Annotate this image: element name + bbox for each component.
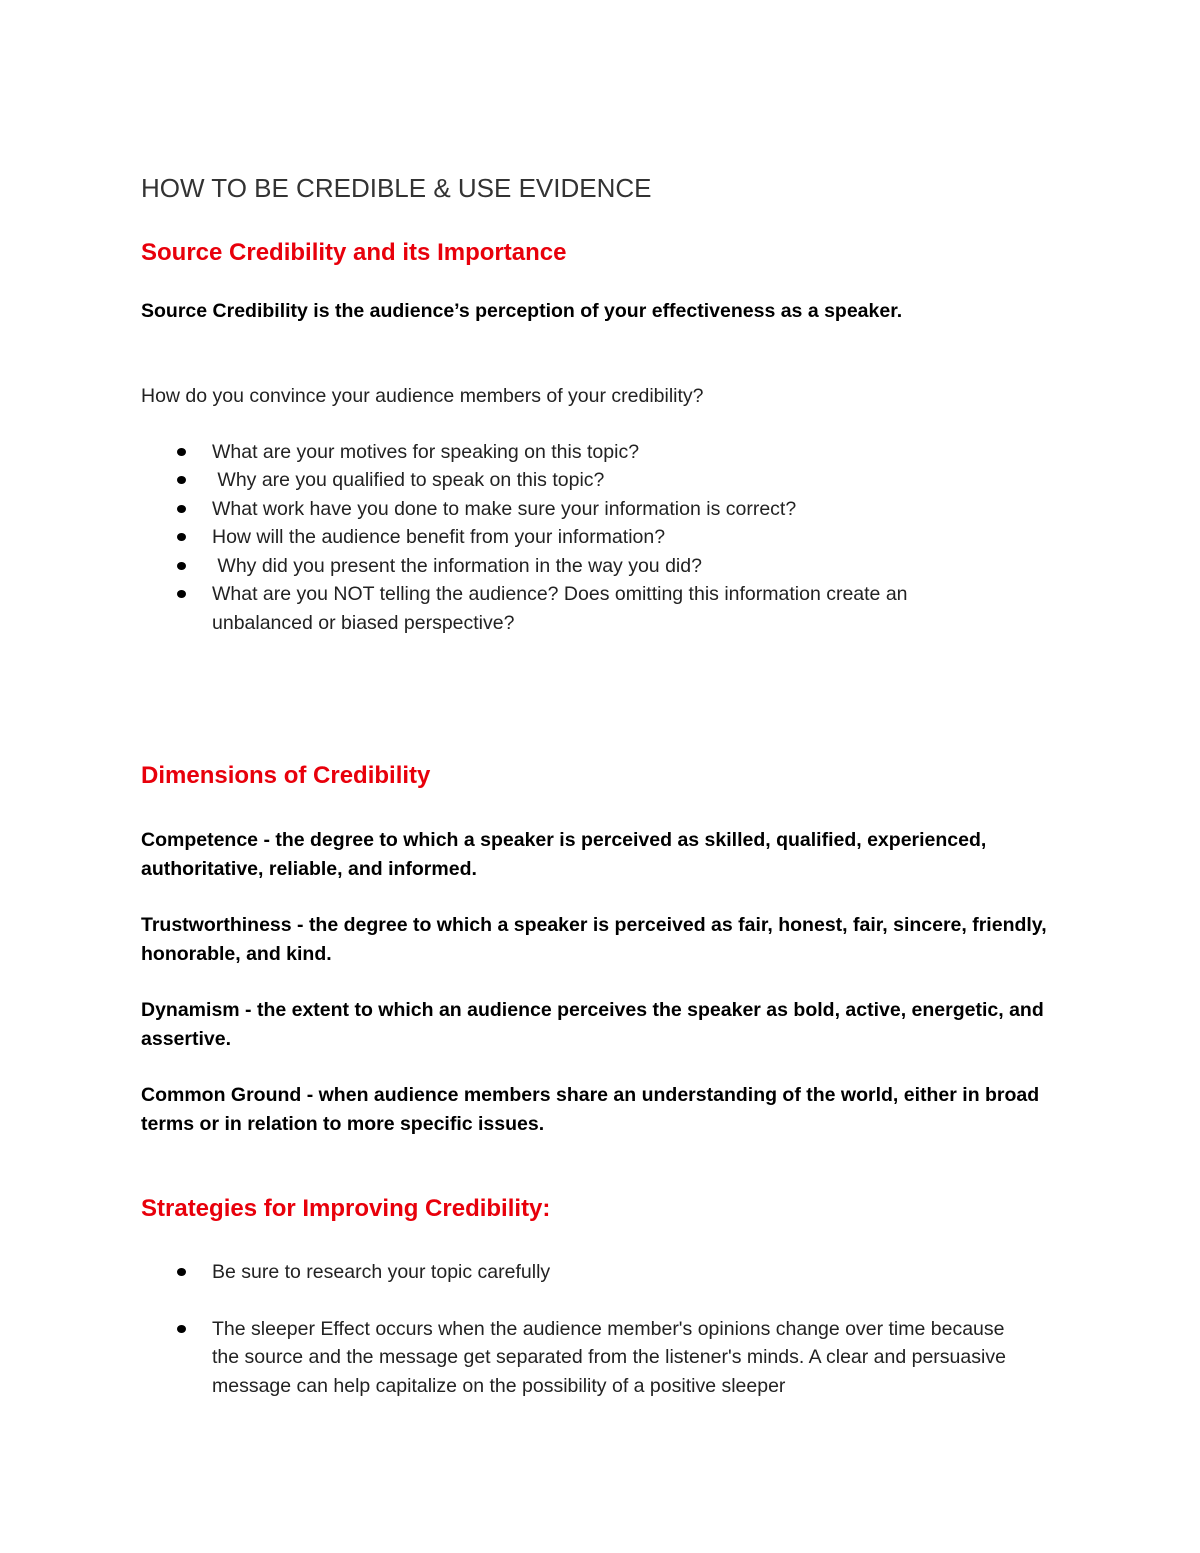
list-item: Be sure to research your topic carefully	[141, 1258, 1071, 1287]
credibility-question: How do you convince your audience members of your credibility?	[141, 385, 704, 407]
source-credibility-definition: Source Credibility is the audience’s perception of your effectiveness as a speaker.	[141, 300, 903, 322]
list-item: Why are you qualified to speak on this topic?	[141, 466, 1071, 495]
section-heading-dimensions: Dimensions of Credibility	[141, 762, 431, 789]
dimension-competence: Competence - the degree to which a speaker is perceived as skilled, qualified, experienced, authoritative, reliable, and informed.	[141, 829, 987, 880]
section-heading-strategies: Strategies for Improving Credibility:	[141, 1195, 551, 1222]
list-item: What work have you done to make sure your information is correct?	[141, 495, 1071, 524]
strategies-list	[141, 1258, 1071, 1400]
credibility-questions-list	[141, 438, 1071, 638]
section-heading-source-credibility: Source Credibility and its Importance	[141, 239, 567, 266]
dimension-trustworthiness: Trustworthiness - the degree to which a speaker is perceived as fair, honest, fair, sincere, friendly, honorable, and kind.	[141, 914, 1047, 965]
bullet-icon	[177, 1325, 186, 1333]
bullet-icon	[177, 448, 186, 456]
list-item: What are you NOT telling the audience? Does omitting this information create an unbalanced or biased perspective?	[141, 580, 1071, 637]
bullet-icon	[177, 562, 186, 570]
list-item: What are your motives for speaking on this topic?	[141, 438, 1071, 467]
bullet-icon	[177, 533, 186, 541]
document-title: HOW TO BE CREDIBLE & USE EVIDENCE	[141, 173, 652, 203]
list-item: The sleeper Effect occurs when the audience member's opinions change over time because the source and the message get separated from the listener's minds. A clear and persuasive message can help capitalize on the possibility of a positive sleeper	[141, 1315, 1071, 1401]
list-item: How will the audience benefit from your information?	[141, 523, 1071, 552]
bullet-icon	[177, 1268, 186, 1276]
bullet-icon	[177, 590, 186, 598]
bullet-icon	[177, 505, 186, 513]
list-item: Why did you present the information in the way you did?	[141, 552, 1071, 581]
bullet-icon	[177, 476, 186, 484]
dimension-common-ground: Common Ground - when audience members share an understanding of the world, either in broad terms or in relation to more specific issues.	[141, 1084, 1040, 1135]
dimension-dynamism: Dynamism - the extent to which an audience perceives the speaker as bold, active, energetic, and assertive.	[141, 999, 1044, 1050]
document-page	[141, 170, 1071, 1400]
